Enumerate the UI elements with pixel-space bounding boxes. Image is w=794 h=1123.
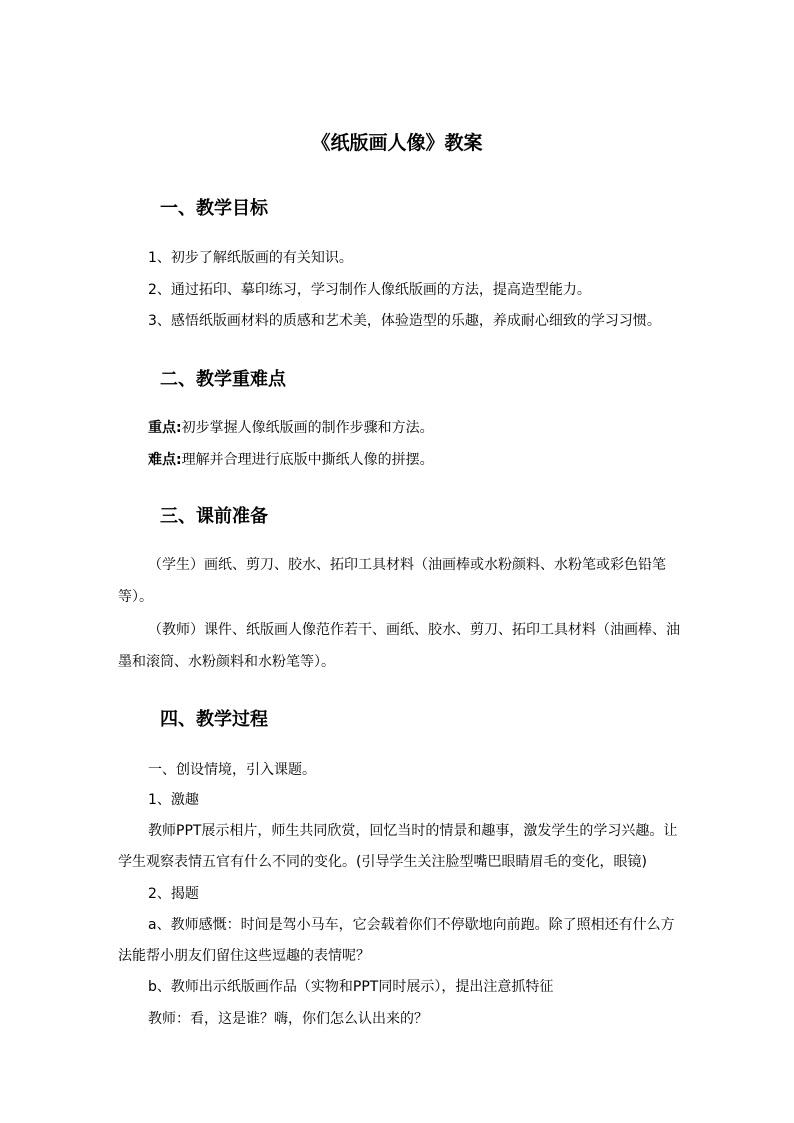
student-materials-line-1: （学生）画纸、剪刀、胶水、拓印工具材料（油画棒或水粉颜料、水粉笔或彩色铅笔 (148, 557, 666, 573)
difficulty-text: 理解并合理进行底版中撕纸人像的拼摆。 (181, 452, 434, 468)
process-line-7: 法能帮小朋友们留住这些逗趣的表情呢？ (118, 948, 370, 964)
process-line-5: 2、揭题 (148, 886, 199, 902)
process-line-1: 一、创设情境，引入课题。 (148, 762, 316, 778)
teacher-materials-line-2: 墨和滚筒、水粉颜料和水粉笔等）。 (118, 654, 335, 670)
focus-text: 初步掌握人像纸版画的制作步骤和方法。 (181, 420, 434, 436)
focus-point (148, 418, 434, 438)
focus-label: 重点: (148, 420, 182, 436)
section-heading-key-points: 二、教学重难点 (160, 369, 286, 390)
process-line-4: 学生观察表情五官有什么不同的变化。(引导学生关注脸型嘴巴眼睛眉毛的变化，眼镜) (118, 854, 647, 870)
process-line-9: 教师：看，这是谁？嗨，你们怎么认出来的？ (148, 1011, 428, 1027)
section-heading-goals: 一、教学目标 (160, 198, 268, 219)
process-line-8: b、教师出示纸版画作品（实物和PPT同时展示），提出注意抓特征 (148, 979, 554, 995)
difficulty-point (148, 450, 434, 470)
document-title: 《纸版画人像》教案 (311, 132, 483, 154)
student-materials-line-2: 等）。 (118, 589, 153, 605)
difficulty-label: 难点: (148, 452, 182, 468)
goal-item-1: 1、初步了解纸版画的有关知识。 (148, 250, 353, 266)
section-heading-preparation: 三、课前准备 (160, 506, 268, 527)
process-line-2: 1、激趣 (148, 792, 199, 808)
goal-item-3: 3、感悟纸版画材料的质感和艺术美，体验造型的乐趣，养成耐心细致的学习习惯。 (148, 313, 661, 329)
section-heading-process: 四、教学过程 (160, 709, 268, 730)
process-line-6: a、教师感慨：时间是驾小马车，它会载着你们不停歇地向前跑。除了照相还有什么方 (148, 917, 675, 933)
teacher-materials-line-1: （教师）课件、纸版画人像范作若干、画纸、胶水、剪刀、拓印工具材料（油画棒、油 (148, 622, 680, 638)
process-line-3: 教师PPT展示相片，师生共同欣赏，回忆当时的情景和趣事，激发学生的学习兴趣。让 (148, 823, 678, 839)
goal-item-2: 2、通过拓印、摹印练习，学习制作人像纸版画的方法，提高造型能力。 (148, 282, 591, 298)
